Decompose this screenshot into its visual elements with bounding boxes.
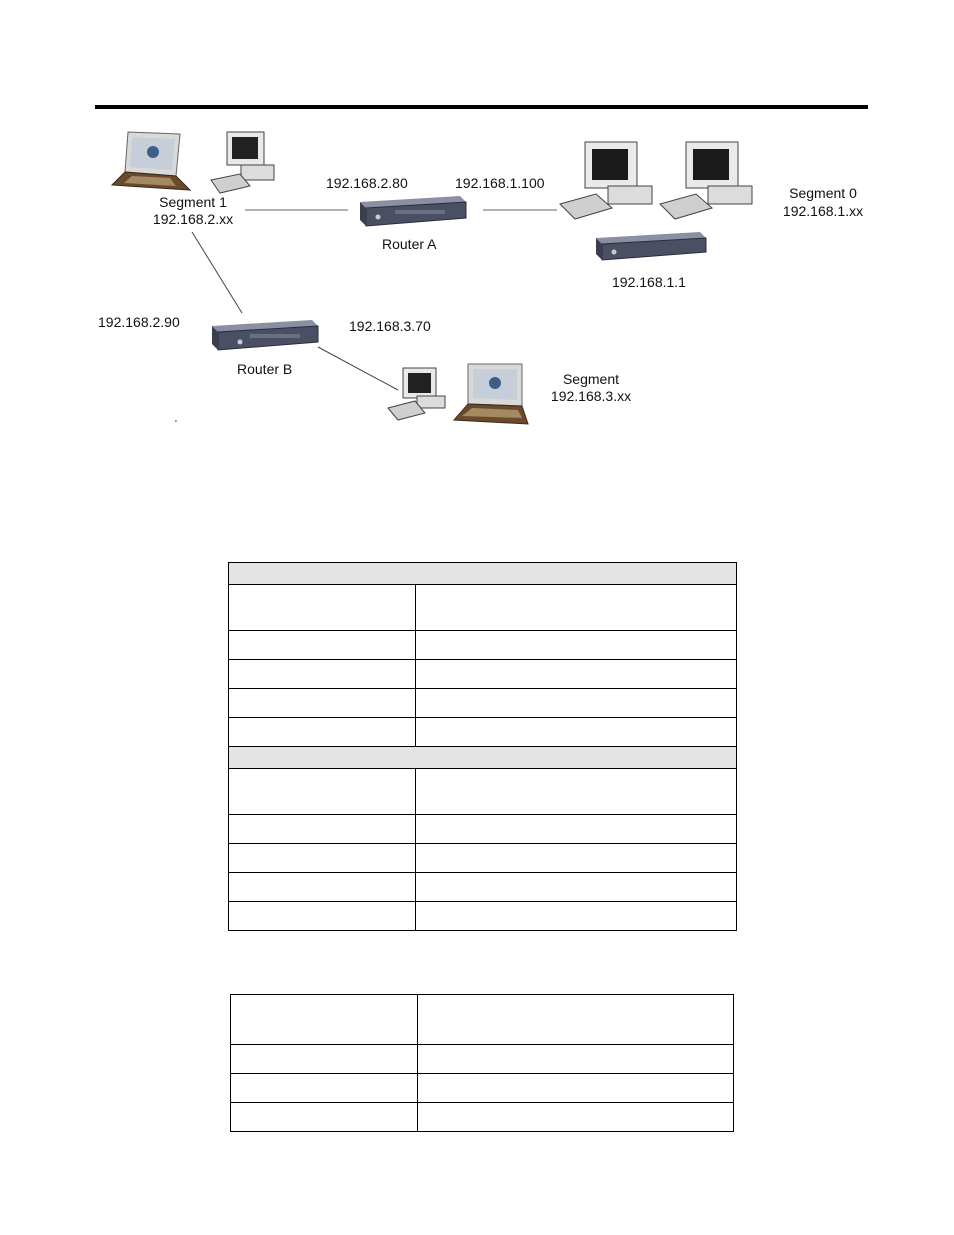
laptop-icon-seg1 <box>112 132 190 190</box>
table-cell <box>416 902 737 931</box>
link-seg1-routerB <box>192 232 242 313</box>
table-cell <box>416 689 737 718</box>
table-cell <box>229 902 416 931</box>
table-row <box>229 902 737 931</box>
table-row <box>229 815 737 844</box>
segment0-net: 192.168.1.xx <box>782 203 864 219</box>
table-cell <box>229 689 416 718</box>
table-cell <box>231 1045 418 1074</box>
table-cell <box>231 995 418 1045</box>
routing-table-2 <box>230 994 734 1132</box>
segment3-name: Segment <box>562 371 620 387</box>
table-cell <box>229 873 416 902</box>
segment0-name: Segment 0 <box>789 185 857 201</box>
table-row <box>229 844 737 873</box>
top-rule <box>95 105 868 109</box>
table-cell <box>416 660 737 689</box>
desktop-icon-seg0-a <box>560 142 652 219</box>
table-row <box>229 718 737 747</box>
table-row <box>229 660 737 689</box>
table-row <box>231 1045 734 1074</box>
router-b-name: Router B <box>237 361 293 377</box>
table-cell <box>229 631 416 660</box>
table-cell <box>229 844 416 873</box>
router-b-icon <box>212 320 318 350</box>
segment3-net: 192.168.3.xx <box>550 388 632 404</box>
router-a-ip-left: 192.168.2.80 <box>326 175 408 191</box>
router-b-ip-left: 192.168.2.90 <box>98 314 180 330</box>
table-cell <box>229 585 416 631</box>
routing-table-1 <box>228 562 737 931</box>
table-cell <box>416 585 737 631</box>
router-a-name: Router A <box>382 236 437 252</box>
table-row <box>229 689 737 718</box>
table-row <box>231 995 734 1045</box>
table-row <box>229 563 737 585</box>
desktop-icon-seg0-b <box>660 142 752 219</box>
router-b-ip-right: 192.168.3.70 <box>349 318 431 334</box>
table-cell <box>231 1103 418 1132</box>
table-cell <box>416 631 737 660</box>
table-row <box>231 1103 734 1132</box>
gateway-ip: 192.168.1.1 <box>612 274 686 290</box>
table-cell <box>229 769 416 815</box>
table-cell <box>229 815 416 844</box>
table-cell <box>418 1103 734 1132</box>
table-row <box>229 747 737 769</box>
table-row <box>229 769 737 815</box>
table-section-header <box>229 747 737 769</box>
desktop-icon-seg3 <box>388 368 445 420</box>
table-section-header <box>229 563 737 585</box>
link-routerB-seg3 <box>318 347 398 390</box>
router-a-icon <box>360 196 466 226</box>
table-cell <box>416 873 737 902</box>
gateway-router-icon <box>596 232 706 260</box>
table-cell <box>416 769 737 815</box>
segment1-name: Segment 1 <box>159 194 227 210</box>
table-row <box>229 873 737 902</box>
table-row <box>229 631 737 660</box>
table-cell <box>418 1045 734 1074</box>
table-cell <box>229 718 416 747</box>
desktop-icon-seg1 <box>211 132 274 193</box>
table-cell <box>418 995 734 1045</box>
network-diagram <box>0 110 954 440</box>
table-cell <box>229 660 416 689</box>
table-cell <box>231 1074 418 1103</box>
router-a-ip-right: 192.168.1.100 <box>455 175 545 191</box>
table-cell <box>418 1074 734 1103</box>
table-row <box>231 1074 734 1103</box>
segment1-net: 192.168.2.xx <box>152 211 234 227</box>
table-cell <box>416 844 737 873</box>
laptop-icon-seg3 <box>454 364 528 424</box>
table-cell <box>416 815 737 844</box>
stray-mark: ' <box>175 419 177 430</box>
table-row <box>229 585 737 631</box>
table-cell <box>416 718 737 747</box>
